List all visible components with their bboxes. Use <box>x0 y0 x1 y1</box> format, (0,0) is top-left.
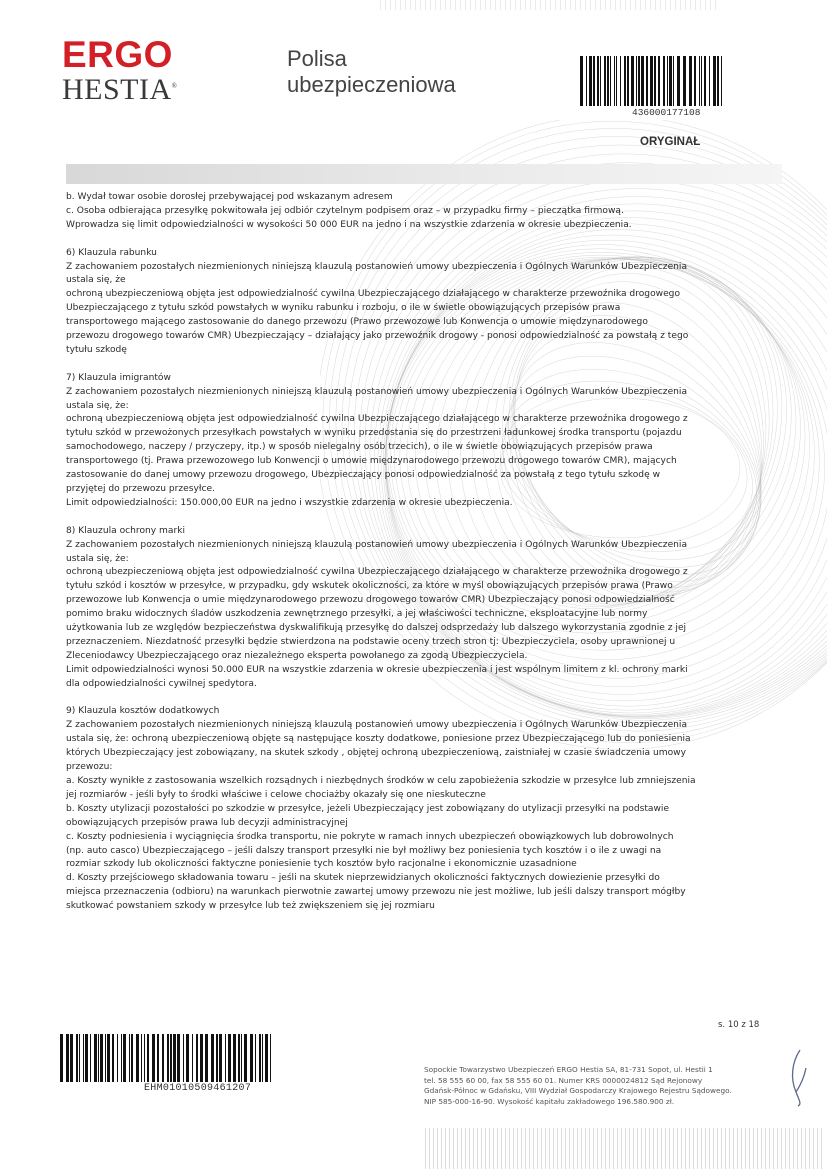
text-line: c. Koszty podniesienia i wyciągnięcia środka transportu, nie pokryte w ramach innych ubezpieczeń obowiązkowych lub dobrowolnych <box>66 831 674 842</box>
text-line: obowiązujących przepisów prawa lub decyzji administracyjnej <box>66 817 348 828</box>
text-line: rozmiar szkody lub okoliczności faktyczne poniesienie tych kosztów było racjonalne i ekonomicznie uzasadnione <box>66 859 577 870</box>
text-line: tytułu szkód i kosztów w przesyłce, w przypadku, gdy wskutek okoliczności, za które w myśl obowiązujących przepisów prawa (Prawo <box>66 581 673 592</box>
text-line: Ubezpieczającego z tytułu szkód powstałych w wyniku rabunku i rozboju, o ile w świetle obowiązujących przepisów prawa <box>66 303 621 314</box>
text-line: przyjętej do przewozu przesyłce. <box>66 484 215 494</box>
text-line: ustala się, że: <box>66 400 129 411</box>
document-title <box>287 46 456 98</box>
text-line: 7) Klauzula imigrantów <box>66 372 171 383</box>
text-line: Z zachowaniem pozostałych niezmienionych niniejszą klauzulą postanowień umowy ubezpieczenia i Ogólnych Warunków Ubezpieczenia <box>66 261 688 272</box>
text-line: użytkowania lub ze względów bezpieczeństwa dyskwalifikują przesyłkę do dalszej odsprzedaży lub dalszego wykorzystania zgodnie z jej <box>66 623 687 634</box>
ergo-hestia-logo <box>62 34 178 106</box>
document-barcode-number: EHM01010509461207 <box>144 1083 252 1094</box>
text-line: transportowego (tj. Prawa przewozowego lub Konwencji o umowie międzynarodowego przewozu drogowego towarów CMR), mających <box>66 456 677 467</box>
company-info <box>424 1065 784 1107</box>
text-line: tytułu szkód w przewożonych przesyłkach powstałych w wyniku przedostania się do przestrzeni ładunkowej środka transportu (pojazdu <box>66 428 682 439</box>
company-info-line: tel. 58 555 60 00, fax 58 555 60 01. Numer KRS 0000024812 Sąd Rejonowy <box>424 1075 703 1085</box>
text-line: (np. auto casco) Ubezpieczającego – jeśli dalszy transport przesyłki nie był możliwy bez poniesienia tych kosztów i o ile z uwagi na <box>66 845 662 856</box>
text-line: Z zachowaniem pozostałych niezmienionych niniejszą klauzulą postanowień umowy ubezpieczenia i Ogólnych Warunków Ubezpieczenia <box>66 539 688 550</box>
text-line: jej rozmiarów - jeśli były to środki właściwe i celowe chociażby okazały się one nieskuteczne <box>66 789 486 800</box>
paragraph-gap <box>66 233 766 247</box>
bottom-edge-pattern <box>425 1128 825 1169</box>
paragraph-gap <box>66 358 766 372</box>
text-line: ochroną ubezpieczeniową objęta jest odpowiedzialność cywilna Ubezpieczającego działającego w charakterze przewoźnika drogowego z <box>66 414 688 425</box>
text-line: 8) Klauzula ochrony marki <box>66 525 186 536</box>
text-line: 6) Klauzula rabunku <box>66 247 157 258</box>
company-info-line: Gdańsk-Północ w Gdańsku, VIII Wydział Gospodarczy Krajowego Rejestru Sądowego. <box>424 1086 732 1096</box>
text-line: przewozowe lub Konwencja o umie międzynarodowego przewozu drogowego towarów CMR) Ubezpieczający ponosi odpowiedzialność <box>66 595 675 606</box>
text-line: Zleceniodawcy Ubezpieczającego oraz niezależnego eksperta powołanego za zgodą Ubezpieczyciela. <box>66 650 528 661</box>
text-line: transportowego mającego zastosowanie do danego przewozu (Prawo przewozowe lub Konwencja o umowie międzynarodowego <box>66 317 648 328</box>
text-line: ustala się, że: ochroną ubezpieczeniową objęte są następujące koszty dodatkowe, poniesione przez Ubezpieczającego lub do poniesienia <box>66 734 691 745</box>
top-edge-pattern <box>380 0 720 10</box>
text-line: Z zachowaniem pozostałych niezmienionych niniejszą klauzulą postanowień umowy ubezpieczenia i Ogólnych Warunków Ubezpieczenia <box>66 720 688 731</box>
logo-hestia-text: HESTIA® <box>62 73 178 106</box>
text-line: ustala się, że: <box>66 553 129 564</box>
company-info-line: NIP 585-000-16-90. Wysokość kapitału zakładowego 196.580.900 zł. <box>424 1096 675 1106</box>
text-line: Limit odpowiedzialności: 150.000,00 EUR na jedno i wszystkie zdarzenia w okresie ubezpieczenia. <box>66 497 513 508</box>
text-line: b. Wydał towar osobie dorosłej przebywającej pod wskazanym adresem <box>66 192 393 202</box>
text-line: tytułu szkodę <box>66 344 127 355</box>
paragraph-gap <box>66 511 766 525</box>
text-line: b. Koszty utylizacji pozostałości po szkodzie w przesyłce, jeżeli Ubezpieczający jest zobowiązany do utylizacji przesyłki na podstawie <box>66 803 670 814</box>
text-line: przeznaczeniem. Niezdatność przesyłki będzie stwierdzona na podstawie oceny trzech stron tj: Ubezpieczyciela, osoby uprawnionej u <box>66 636 676 647</box>
text-line: d. Koszty przejściowego składowania towaru – jeśli na skutek nieprzewidzianych okoliczności faktycznych dowiezienie przesyłki do <box>66 873 660 884</box>
text-line: zastosowanie do danej umowy przewozu drogowego, Ubezpieczający ponosi odpowiedzialność za powstałą z tego tytułu szkodę w <box>66 470 661 481</box>
text-line: pomimo braku widocznych śladów uszkodzenia zewnętrznego przesyłki, a jej właściwości techniczne, eksploatacyjne lub normy <box>66 609 648 620</box>
text-line: dla odpowiedzialności cywilnej spedytora. <box>66 678 257 689</box>
logo-hestia-word: HESTIA <box>62 73 172 106</box>
text-line: ochroną ubezpieczeniową objęta jest odpowiedzialność cywilna Ubezpieczającego działającego w charakterze przewoźnika drogowego z <box>66 567 688 578</box>
text-line: 9) Klauzula kosztów dodatkowych <box>66 706 220 717</box>
text-line: Wprowadza się limit odpowiedzialności w wysokości 50 000 EUR na jedno i na wszystkie zdarzenia w okresie ubezpieczenia. <box>66 219 632 230</box>
policy-barcode <box>580 56 723 106</box>
handwritten-signature <box>786 1048 810 1108</box>
paragraph-gap <box>66 692 766 706</box>
text-line: Limit odpowiedzialności wynosi 50.000 EUR na wszystkie zdarzenia w okresie ubezpieczenia i jest wspólnym limitem z kl. ochrony marki <box>66 664 688 675</box>
text-line: przewozu: <box>66 762 113 773</box>
company-info-line: Sopockie Towarzystwo Ubezpieczeń ERGO Hestia SA, 81-731 Sopot, ul. Hestii 1 <box>424 1065 713 1074</box>
text-line: a. Koszty wynikłe z zastosowania wszelkich rozsądnych i niezbędnych środków w celu zapobieżenia szkodzie w przesyłce lub zmniejszenia <box>66 776 696 786</box>
document-title-line2: ubezpieczeniowa <box>287 72 456 97</box>
text-line: c. Osoba odbierająca przesyłkę pokwitowała jej odbiór czytelnym podpisem oraz – w przypadku firmy – pieczątka firmową. <box>66 205 624 216</box>
text-line: których Ubezpieczający jest zobowiązany, na skutek szkody , objętej ochroną ubezpieczeniową, zaistniałej w czasie świadczenia umowy <box>66 748 686 759</box>
logo-ergo-text: ERGO <box>62 34 173 75</box>
text-line: przewozu drogowego towarów CMR) Ubezpieczający – działający jako przewoźnik drogowy - ponosi odpowiedzialność za powstałą z tego <box>66 331 689 342</box>
text-line: ochroną ubezpieczeniową objęta jest odpowiedzialność cywilna Ubezpieczającego działającego w charakterze przewoźnika drogowego <box>66 289 681 300</box>
header-separator-band <box>66 164 782 184</box>
original-label: ORYGINAŁ <box>640 136 701 148</box>
document-barcode <box>60 1034 272 1082</box>
document-title-line1: Polisa <box>287 46 347 71</box>
page-number: s. 10 z 18 <box>718 1020 760 1030</box>
policy-clauses-text <box>66 191 766 914</box>
text-line: samochodowego, naczepy / przyczepy, itp.) w sposób nielegalny osób trzecich), o ile w świetle obowiązujących przepisów prawa <box>66 442 653 453</box>
text-line: ustala się, że <box>66 275 126 286</box>
text-line: miejsca przeznaczenia (odbioru) na warunkach pierwotnie zawartej umowy przewozu nie jest możliwe, lub jeśli dalszy transport mógłby <box>66 887 686 898</box>
text-line: skutkować powstaniem szkody w przesyłce lub też zwiększeniem się jej rozmiaru <box>66 901 435 912</box>
policy-barcode-number: 436000177108 <box>632 107 701 118</box>
text-line: Z zachowaniem pozostałych niezmienionych niniejszą klauzulą postanowień umowy ubezpieczenia i Ogólnych Warunków Ubezpieczenia <box>66 386 688 397</box>
